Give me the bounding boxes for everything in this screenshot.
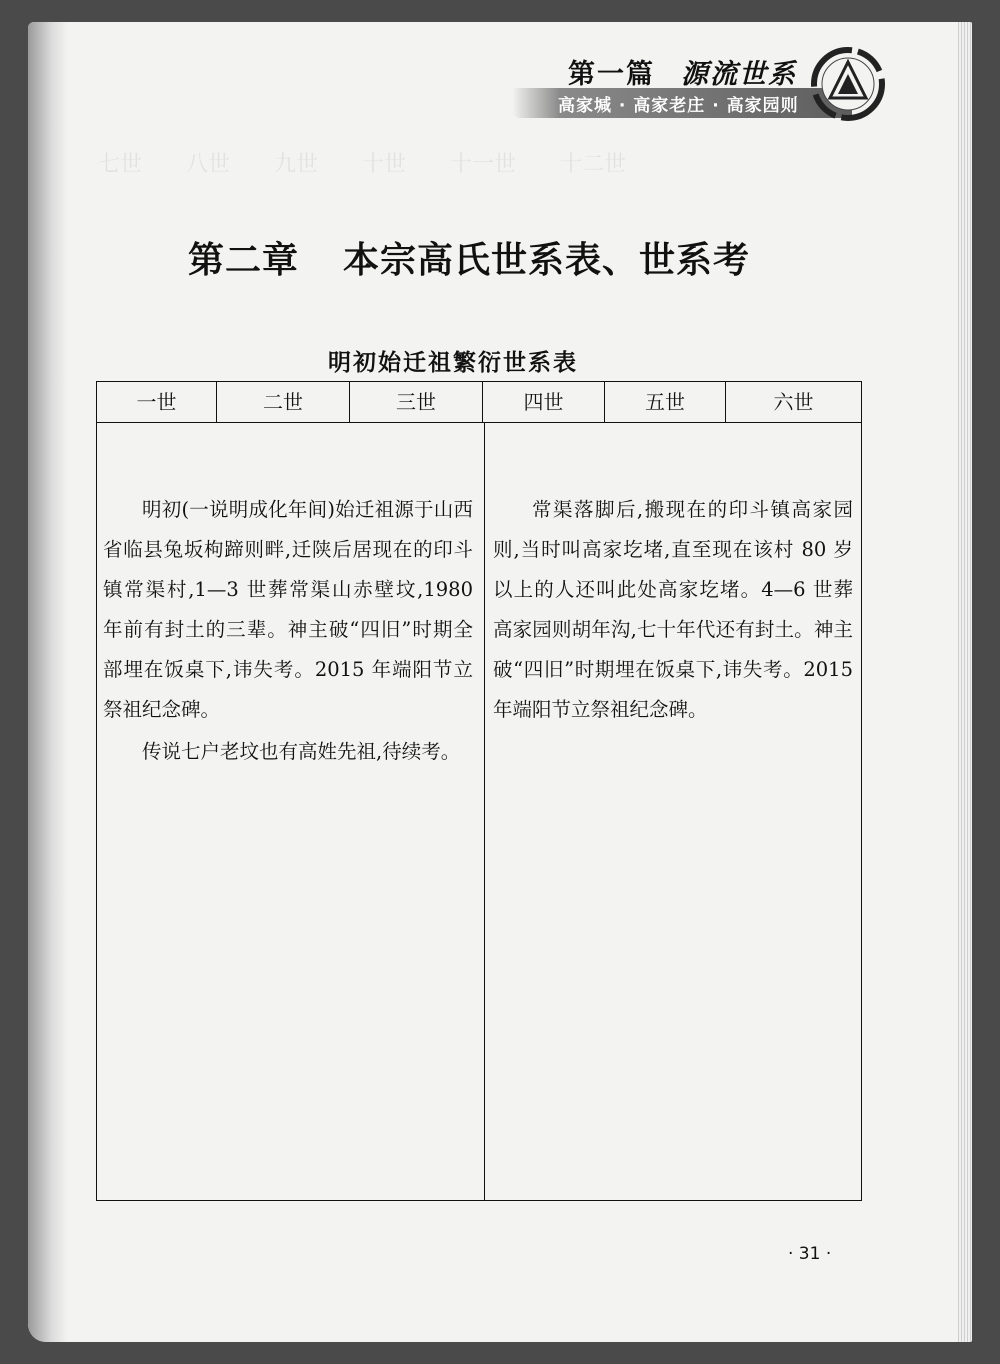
table-divider <box>484 422 485 1200</box>
page-number: · 31 · <box>788 1244 832 1264</box>
right-text-cell <box>493 490 853 730</box>
column-header: 六世 <box>773 390 814 414</box>
page-edge <box>958 22 972 1342</box>
paragraph: 传说七户老坟也有高姓先祖,待续考。 <box>142 740 461 763</box>
column-header: 二世 <box>217 382 350 422</box>
page-spine-shadow <box>28 22 68 1342</box>
column-header: 三世 <box>350 382 483 422</box>
genealogy-table <box>96 381 862 1201</box>
chapter-heading <box>188 232 750 283</box>
column-header: 一世 <box>97 382 217 422</box>
header-subtitle: 高家堿 · 高家老庄 · 高家园则 <box>558 96 799 116</box>
table-title: 明初始迁祖繁衍世系表 <box>328 350 578 376</box>
chapter-title: 本宗高氏世系表、世系考 <box>343 239 751 281</box>
part-label: 第一篇 <box>568 59 655 90</box>
table-header-row <box>97 382 861 423</box>
chapter-number: 第二章 <box>188 239 300 281</box>
part-title: 源流世系 <box>681 59 797 90</box>
paragraph: 常渠落脚后,搬现在的印斗镇高家园则,当时叫高家圪堵,直至现在该村 80 岁以上的人还叫此处高家圪堵。4—6 世葬高家园则胡年沟,七十年代还有封土。神主破“四旧”时期埋在饭桌下,讳失考。2015 年端阳节立祭祖纪念碑。 <box>493 498 853 721</box>
column-header: 四世 <box>483 382 605 422</box>
left-text-cell <box>103 490 473 772</box>
emblem-icon <box>808 44 888 124</box>
book-page: 七世 八世 九世 十世 十一世 十二世 第一篇 源流世系 高家堿 · 高家老庄 · 高家园则 第二章 本宗高氏世系表、世系考 明初始迁祖繁衍世系表 一世 二世 三世 四世 五世 六世 明初(一说明成化年间)始迁祖源于山西省临县兔坂枸蹄则畔,迁陕后居现在的印斗镇常渠村,1—3 世葬常渠山赤壁坟,1980 年前有封土的三辈。神主破“四旧”时期全部埋在饭桌下,讳失考。2015 年端阳节立祭祖纪念碑。 传说七户老坟也有高姓先祖,待续考。 常渠落脚后,搬现在的印斗镇高家园则,当时叫高家圪堵,直至现在该村 80 岁以上的人还叫此处高家圪堵。4—6 世葬高家园则胡年沟,七十年代还有封土。神主破“四旧”时期埋在饭桌下,讳失考。2015 年端阳节立祭祖纪念碑。 · 31 · <box>28 22 972 1342</box>
column-header: 五世 <box>605 382 726 422</box>
paragraph: 明初(一说明成化年间)始迁祖源于山西省临县兔坂枸蹄则畔,迁陕后居现在的印斗镇常渠村,1—3 世葬常渠山赤壁坟,1980 年前有封土的三辈。神主破“四旧”时期全部埋在饭桌下,讳失考。2015 年端阳节立祭祖纪念碑。 <box>103 498 473 721</box>
running-header <box>568 52 797 91</box>
